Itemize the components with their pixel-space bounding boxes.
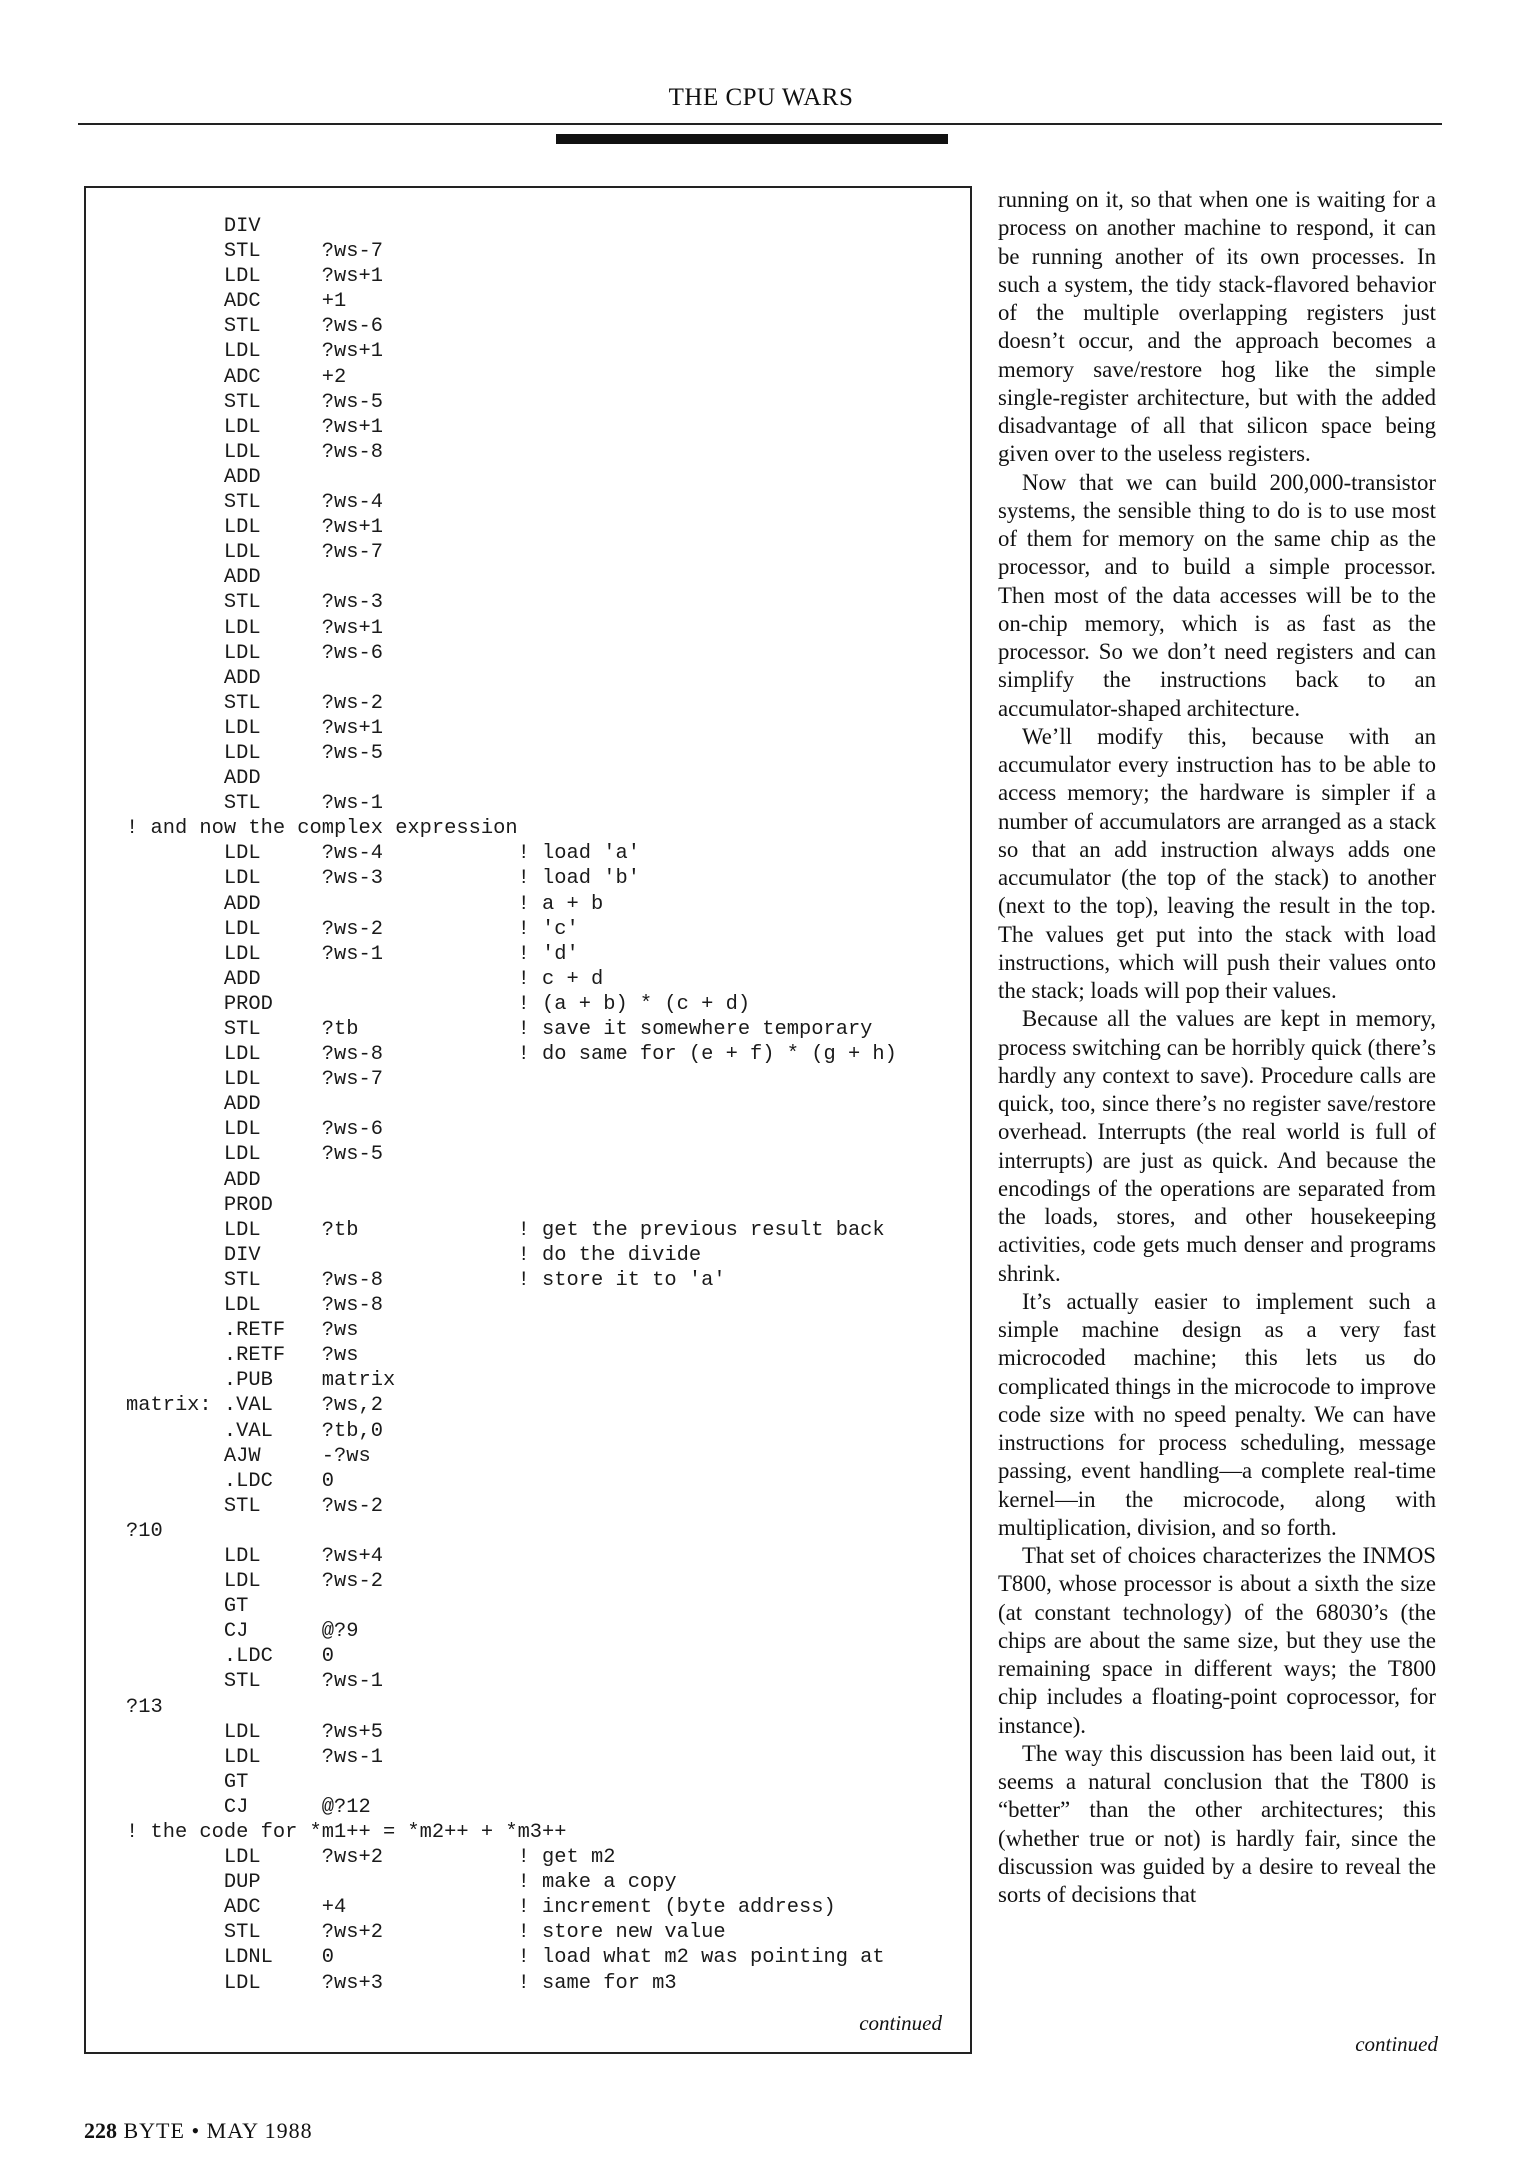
code-line: LDL ?ws+1 [126,415,383,439]
code-line: LDL ?ws-8 [126,1294,383,1318]
code-line: CJ @?9 [126,1620,359,1644]
code-line: .VAL ?tb,0 [126,1419,383,1443]
code-line: LDL ?ws+1 [126,516,383,540]
article-paragraph: Because all the values are kept in memory, process switching can be horribly quick (there’s hardly any context to save). Procedure calls are quick, too, since there’s no register save/restore overhead. Interrupts (the real world is full of interrupts) are just as quick. And because the encodings of the operations are separated from the loads, stores, and other housekeeping activities, code gets much denser and programs shrink. [998,1006,1436,1286]
header-bar [556,134,948,144]
code-line: STL ?ws+2 ! store new value [126,1921,726,1945]
code-line: STL ?ws-1 [126,792,383,816]
code-line: DIV [126,215,261,238]
code-line: LDL ?ws-1 [126,1745,383,1769]
code-line: matrix: .VAL ?ws,2 [126,1394,383,1418]
code-line: LDL ?ws-7 [126,541,383,565]
code-line: LDNL 0 ! load what m2 was pointing at [126,1946,885,1970]
code-line: LDL ?ws-8 ! do same for (e + f) * (g + h) [126,1043,897,1067]
running-head: THE CPU WARS [668,84,854,111]
code-line: LDL ?ws-2 [126,1570,383,1594]
code-line: LDL ?ws-1 ! 'd' [126,942,579,966]
code-line: STL ?tb ! save it somewhere temporary [126,1018,873,1041]
code-line: STL ?ws-8 ! store it to 'a' [126,1268,726,1292]
code-line: LDL ?ws+5 [126,1720,383,1744]
code-line: LDL ?tb ! get the previous result back [126,1218,885,1242]
code-line: GT [126,1770,249,1794]
code-line: ADD [126,767,261,791]
code-line: LDL ?ws-2 ! 'c' [126,917,579,941]
code-line: LDL ?ws+1 [126,616,383,640]
article-continued-label: continued [1355,2032,1438,2056]
article-paragraph: running on it, so that when one is waiting for a process on another machine to respond, it can be running another of its own processes. In such a system, the tidy stack-flavored behavior of the multiple overlapping registers just doesn’t occur, and the approach becomes a memory save/restore hog like the simple single-register architecture, but with the added disadvantage of all that silicon space being given over to the useless registers. [998,187,1436,467]
code-line: LDL ?ws-6 [126,641,383,665]
code-line: ADD [126,1168,261,1192]
code-line: LDL ?ws-5 [126,1143,383,1167]
code-line: DIV ! do the divide [126,1243,702,1267]
article-paragraph: The way this discussion has been laid out, it seems a natural conclusion that the T800 is “better” than the other architectures; this (whether true or not) is hardly fair, since the discussion was guided by a desire to reveal the sorts of decisions that [998,1740,1436,1907]
code-line: LDL ?ws+1 [126,265,383,289]
code-line: .PUB matrix [126,1369,396,1393]
code-line: LDL ?ws-8 [126,440,383,464]
code-line: LDL ?ws-6 [126,1118,383,1142]
code-line: ! and now the complex expression [126,817,518,841]
code-listing-box [84,186,972,2054]
code-line: ADD [126,465,261,489]
page-number: 228 [84,2118,117,2143]
code-line: STL ?ws-2 [126,691,383,715]
code-line: STL ?ws-7 [126,240,383,264]
code-line: PROD [126,1193,273,1217]
code-line: .RETF ?ws [126,1319,359,1343]
code-line: AJW -?ws [126,1444,371,1468]
code-line: .LDC 0 [126,1469,335,1493]
code-line: ADD [126,566,261,590]
code-line: CJ @?12 [126,1795,371,1819]
code-line: PROD ! (a + b) * (c + d) [126,992,751,1016]
magazine-issue: BYTE • MAY 1988 [123,2118,313,2143]
code-line: .RETF ?ws [126,1344,359,1368]
code-line: LDL ?ws+2 ! get m2 [126,1846,616,1870]
code-line: ADC +4 ! increment (byte address) [126,1896,836,1920]
code-line: STL ?ws-5 [126,390,383,414]
code-line: ?10 [126,1519,163,1543]
code-line: ADD [126,1093,261,1117]
code-line: LDL ?ws-5 [126,741,383,765]
code-line: LDL ?ws-7 [126,1068,383,1092]
code-line: LDL ?ws+1 [126,340,383,364]
code-line: STL ?ws-4 [126,491,383,515]
article-column [998,186,1436,1909]
code-line: LDL ?ws+1 [126,716,383,740]
header-rule [78,123,1442,125]
code-line: STL ?ws-6 [126,315,383,339]
code-listing [126,214,897,1996]
code-line: ADC +1 [126,290,347,314]
code-line: STL ?ws-3 [126,591,383,615]
listing-continued-label: continued [859,2011,942,2035]
code-line: STL ?ws-1 [126,1670,383,1694]
article-paragraph: Now that we can build 200,000-transistor systems, the sensible thing to do is to use most of them for memory on the same chip as the processor, and to build a simple processor. Then most of the data accesses will be to the on-chip memory, which is as fast as the processor. So we don’t need registers and can simplify the instructions back to an accumulator-shaped architecture. [998,469,1436,721]
code-line: ADD [126,666,261,690]
article-paragraph: That set of choices characterizes the INMOS T800, whose processor is about a sixth the size (at constant technology) of the 68030’s (the chips are about the same size, but they use the remaining space in different ways; the T800 chip includes a floating-point coprocessor, for instance). [998,1543,1436,1738]
code-line: GT [126,1595,249,1619]
code-line: ! the code for *m1++ = *m2++ + *m3++ [126,1821,567,1844]
code-line: STL ?ws-2 [126,1494,383,1518]
code-line: .LDC 0 [126,1645,335,1669]
code-line: ADC +2 [126,365,347,389]
code-line: LDL ?ws-3 ! load 'b' [126,867,640,891]
code-line: LDL ?ws+4 [126,1544,383,1568]
page-footer [84,2118,313,2144]
code-line: ADD ! c + d [126,967,604,991]
article-paragraph: We’ll modify this, because with an accumulator every instruction has to be able to access memory; the hardware is simpler if a number of accumulators are arranged as a stack so that an add instruction always adds one accumulator (the top of the stack) to another (next to the top), leaving the result in the top. The values get put into the stack with load instructions, which will push their values onto the stack; loads will pop their values. [998,723,1436,1003]
code-line: ?13 [126,1695,163,1719]
code-line: LDL ?ws-4 ! load 'a' [126,842,640,866]
code-line: DUP ! make a copy [126,1871,677,1895]
article-paragraph: It’s actually easier to implement such a simple machine design as a very fast microcoded machine; this lets us do complicated things in the microcode to improve code size with no speed penalty. We can have instructions for process scheduling, message passing, event handling—a complete real-time kernel—in the microcode, along with multiplication, division, and so forth. [998,1288,1436,1540]
code-line: ADD ! a + b [126,892,604,916]
code-line: LDL ?ws+3 ! same for m3 [126,1971,677,1995]
